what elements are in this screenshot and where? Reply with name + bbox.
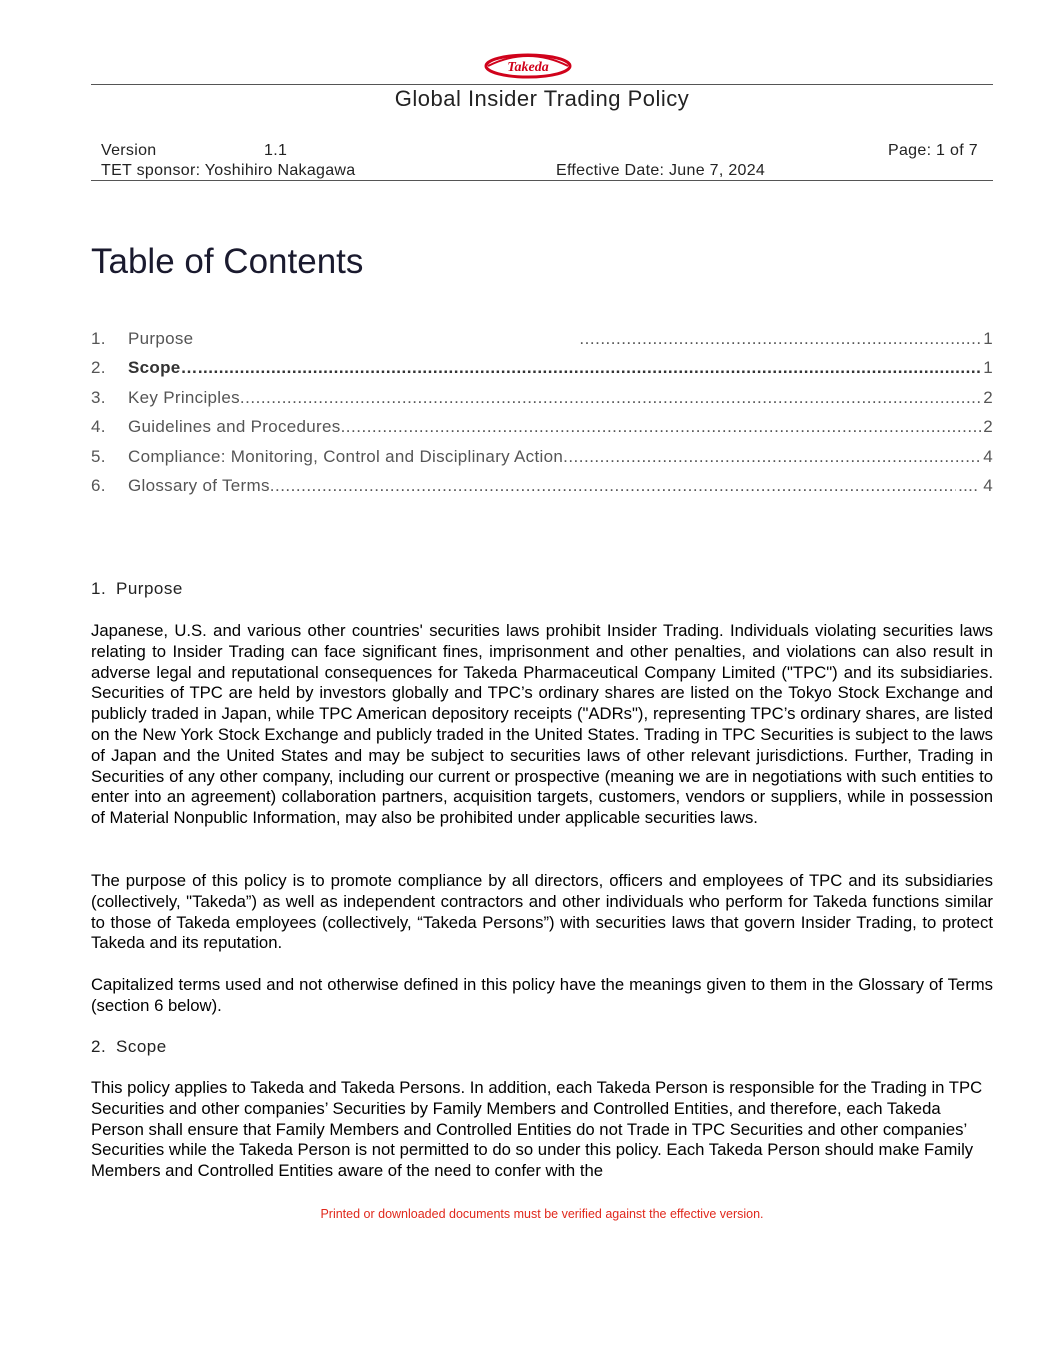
toc-entry-number: 6. (91, 475, 106, 495)
scope-paragraph-1: This policy applies to Takeda and Takeda Persons. In addition, each Takeda Person is responsible for the Trading in TPC Securities and other companies’ Securities by Family Members and Controlled Entities, and therefore, each Takeda Person shall ensure that Family Members and Controlled Entities do not Trade in TPC Securities and other companies’ Securities while the Takeda Person is not permitted to do so under this policy. Each Takeda Person should make Family Members and Controlled Entities aware of the need to confer with the (91, 1078, 983, 1181)
logo-text: Takeda (507, 60, 549, 75)
toc-entry-page: 4 (983, 446, 993, 466)
section-title: Scope (116, 1037, 167, 1056)
toc-entry-page: 1 (983, 358, 993, 378)
toc-entry-label[interactable]: Scope… (128, 358, 198, 378)
toc-entry-glossary[interactable] (91, 476, 993, 505)
section-number: 1. (91, 579, 107, 598)
section-heading-scope (91, 1037, 167, 1057)
toc-leader-dots (240, 388, 981, 408)
page-indicator: Page: 1 of 7 (888, 142, 978, 159)
toc-entry-number: 4. (91, 417, 106, 437)
toc-entry-label[interactable]: Compliance: Monitoring, Control and Disciplinary Action (128, 446, 564, 466)
toc-entry-page: 2 (983, 387, 993, 407)
toc-leader-dots (198, 358, 981, 378)
toc-leader-dots (563, 447, 981, 467)
section-title: Purpose (116, 579, 183, 598)
purpose-paragraph-3: Capitalized terms used and not otherwise defined in this policy have the meanings given to them in the Glossary of Terms (section 6 below). (91, 975, 993, 1015)
table-of-contents (91, 329, 993, 505)
toc-entry-page: 1 (983, 329, 993, 348)
document-title: Global Insider Trading Policy (394, 86, 690, 111)
toc-entry-guidelines[interactable] (91, 417, 993, 446)
toc-heading: Table of Contents (91, 242, 364, 281)
toc-entry-label[interactable]: Key Principles (128, 387, 240, 407)
toc-leader-dots (270, 476, 956, 496)
toc-entry-page: .... 4 (958, 475, 993, 495)
section-number: 2. (91, 1037, 107, 1056)
toc-leader-dots (341, 417, 982, 437)
section-heading-purpose (91, 579, 183, 599)
toc-entry-label[interactable]: Glossary of Terms (128, 475, 270, 495)
version-value: 1.1 (264, 142, 288, 159)
toc-entry-label[interactable]: Purpose (128, 329, 194, 348)
purpose-paragraph-2: The purpose of this policy is to promote compliance by all directors, officers and employees of TPC and its subsidiaries (collectively, "Takeda”) as well as independent contractors and other individuals who perform for Takeda functions similar to those of Takeda employees (collectively, “Takeda Persons”) with securities laws that govern Insider Trading, to protect Takeda and its reputation. (91, 871, 993, 953)
toc-entry-number: 5. (91, 446, 106, 466)
tet-sponsor: TET sponsor: Yoshihiro Nakagawa (101, 162, 356, 179)
toc-entry-compliance[interactable] (91, 447, 993, 476)
toc-entry-number: 3. (91, 387, 106, 407)
toc-entry-purpose[interactable] (91, 329, 993, 358)
toc-entry-label[interactable]: Guidelines and Procedures (128, 417, 341, 437)
toc-leader-dots (579, 329, 981, 349)
purpose-paragraph-1: Japanese, U.S. and various other countries' securities laws prohibit Insider Trading. Individuals violating securities laws relating to Insider Trading can face significant fines, imprisonment and other penalties, and violations can also result in adverse legal and reputational consequences for Takeda Pharmaceutical Company Limited ("TPC") and its subsidiaries. Securities of TPC are held by investors globally and TPC’s ordinary shares are listed on the Tokyo Stock Exchange and publicly traded in Japan, while TPC American depository receipts ("ADRs"), representing TPC’s ordinary shares, are listed on the New York Stock Exchange and publicly traded in the United States. Trading in TPC Securities is subject to the laws of Japan and the United States and may be subject to securities laws of other relevant jurisdictions. Further, Trading in Securities of any other company, including our current or prospective (meaning we are in negotiations with such entities to enter into an agreement) collaboration partners, acquisition targets, customers, vendors or suppliers, while in possession of Material Nonpublic Information, may also be prohibited under applicable securities laws. (91, 621, 993, 828)
version-label: Version (101, 142, 157, 159)
takeda-logo (483, 52, 573, 80)
header-top-rule (91, 84, 993, 85)
toc-entry-scope[interactable] (91, 358, 993, 387)
toc-entry-number: 2. (91, 358, 106, 378)
verification-footer-note: Printed or downloaded documents must be verified against the effective version. (320, 1207, 764, 1221)
toc-entry-number: 1. (91, 329, 106, 348)
effective-date: Effective Date: June 7, 2024 (556, 162, 766, 179)
header-bottom-rule (91, 180, 993, 181)
toc-entry-page: 2 (983, 417, 993, 437)
toc-entry-key-principles[interactable] (91, 388, 993, 417)
